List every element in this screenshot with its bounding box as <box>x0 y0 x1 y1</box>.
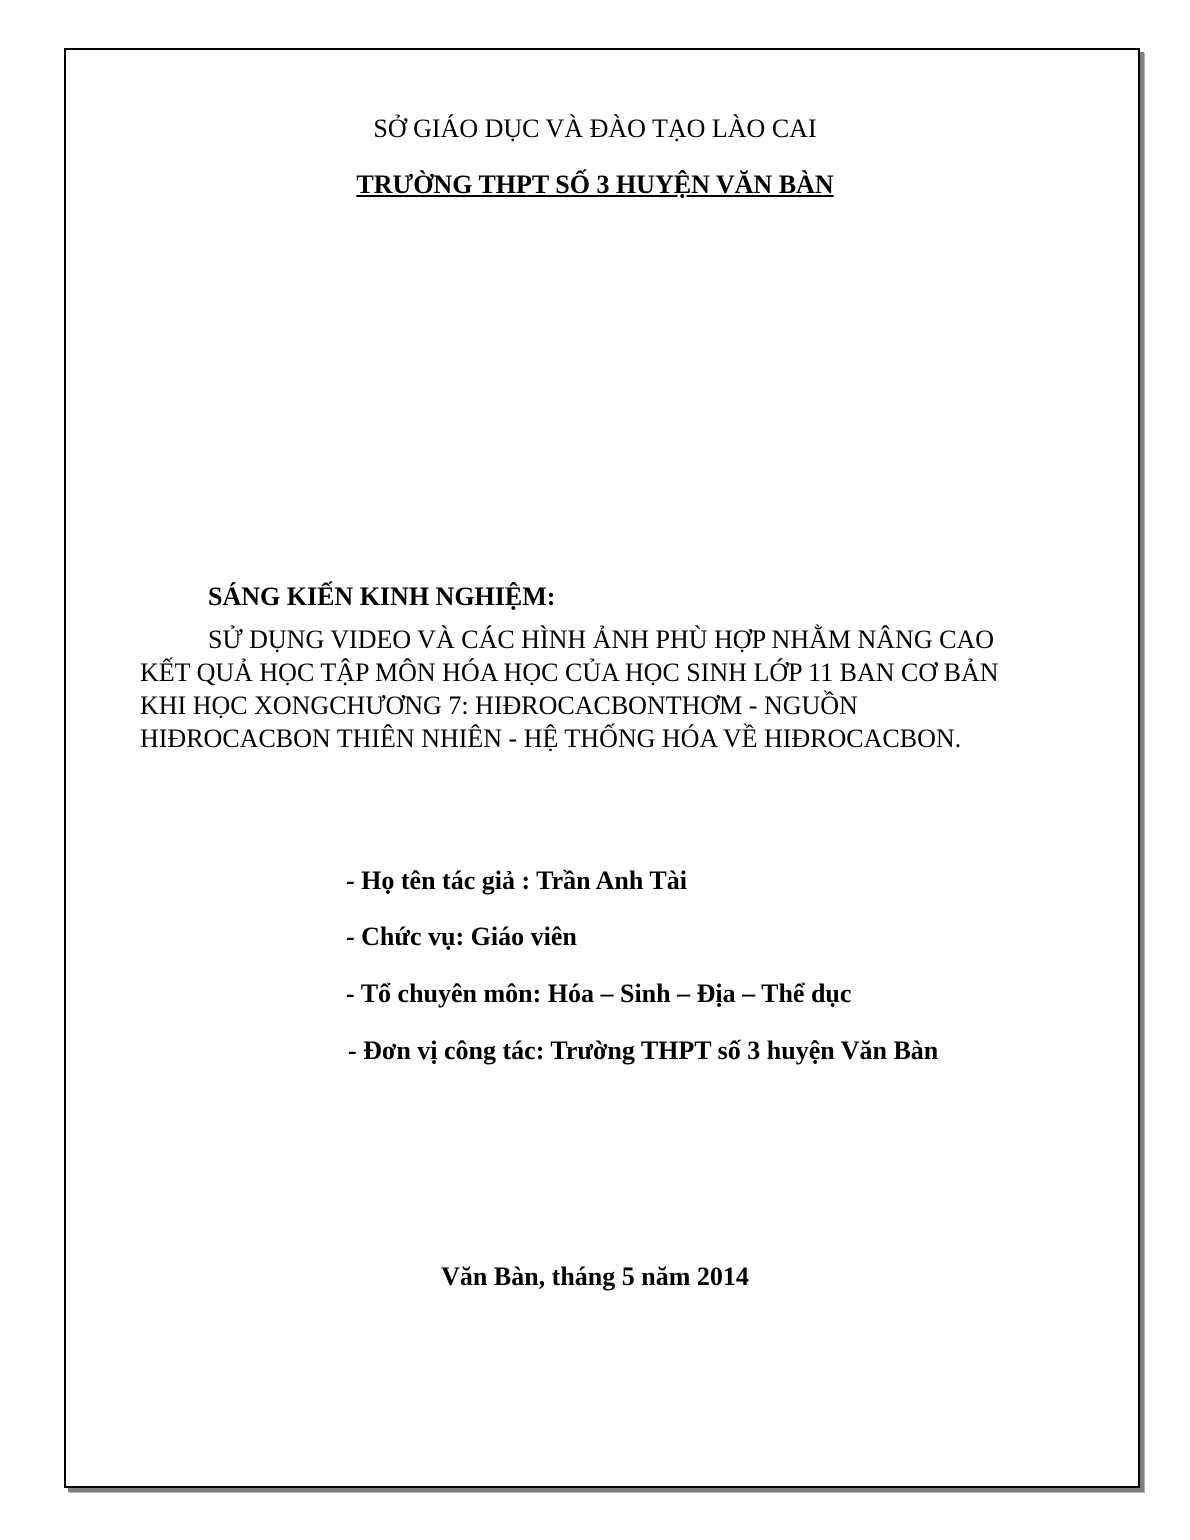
school-name-text: TRƯỜNG THPT SỐ 3 HUYỆN VĂN BÀN <box>356 170 834 199</box>
initiative-heading: SÁNG KIẾN KINH NGHIỆM: <box>208 582 556 611</box>
initiative-title <box>140 623 1060 755</box>
title-line: HIĐROCACBON THIÊN NHIÊN - HỆ THỐNG HÓA VỀ HIĐROCACBON. <box>140 724 962 753</box>
department-name: SỞ GIÁO DỤC VÀ ĐÀO TẠO LÀO CAI <box>373 114 817 143</box>
school-name <box>0 170 1190 200</box>
title-line: KẾT QUẢ HỌC TẬP MÔN HÓA HỌC CỦA HỌC SINH LỚP 11 BAN CƠ BẢN <box>140 658 999 687</box>
title-line: KHI HỌC XONGCHƯƠNG 7: HIĐROCACBONTHƠM - NGUỒN <box>140 691 858 720</box>
author-position: - Chức vụ: Giáo viên <box>346 922 577 951</box>
author-unit: - Đơn vị công tác: Trường THPT số 3 huyện Văn Bàn <box>348 1036 939 1065</box>
place-date: Văn Bàn, tháng 5 năm 2014 <box>441 1262 749 1291</box>
author-group: - Tổ chuyên môn: Hóa – Sinh – Địa – Thể dục <box>346 979 852 1008</box>
author-name: - Họ tên tác giả : Trần Anh Tài <box>346 866 687 895</box>
title-line: SỬ DỤNG VIDEO VÀ CÁC HÌNH ẢNH PHÙ HỢP NHẰM NÂNG CAO <box>208 625 995 654</box>
